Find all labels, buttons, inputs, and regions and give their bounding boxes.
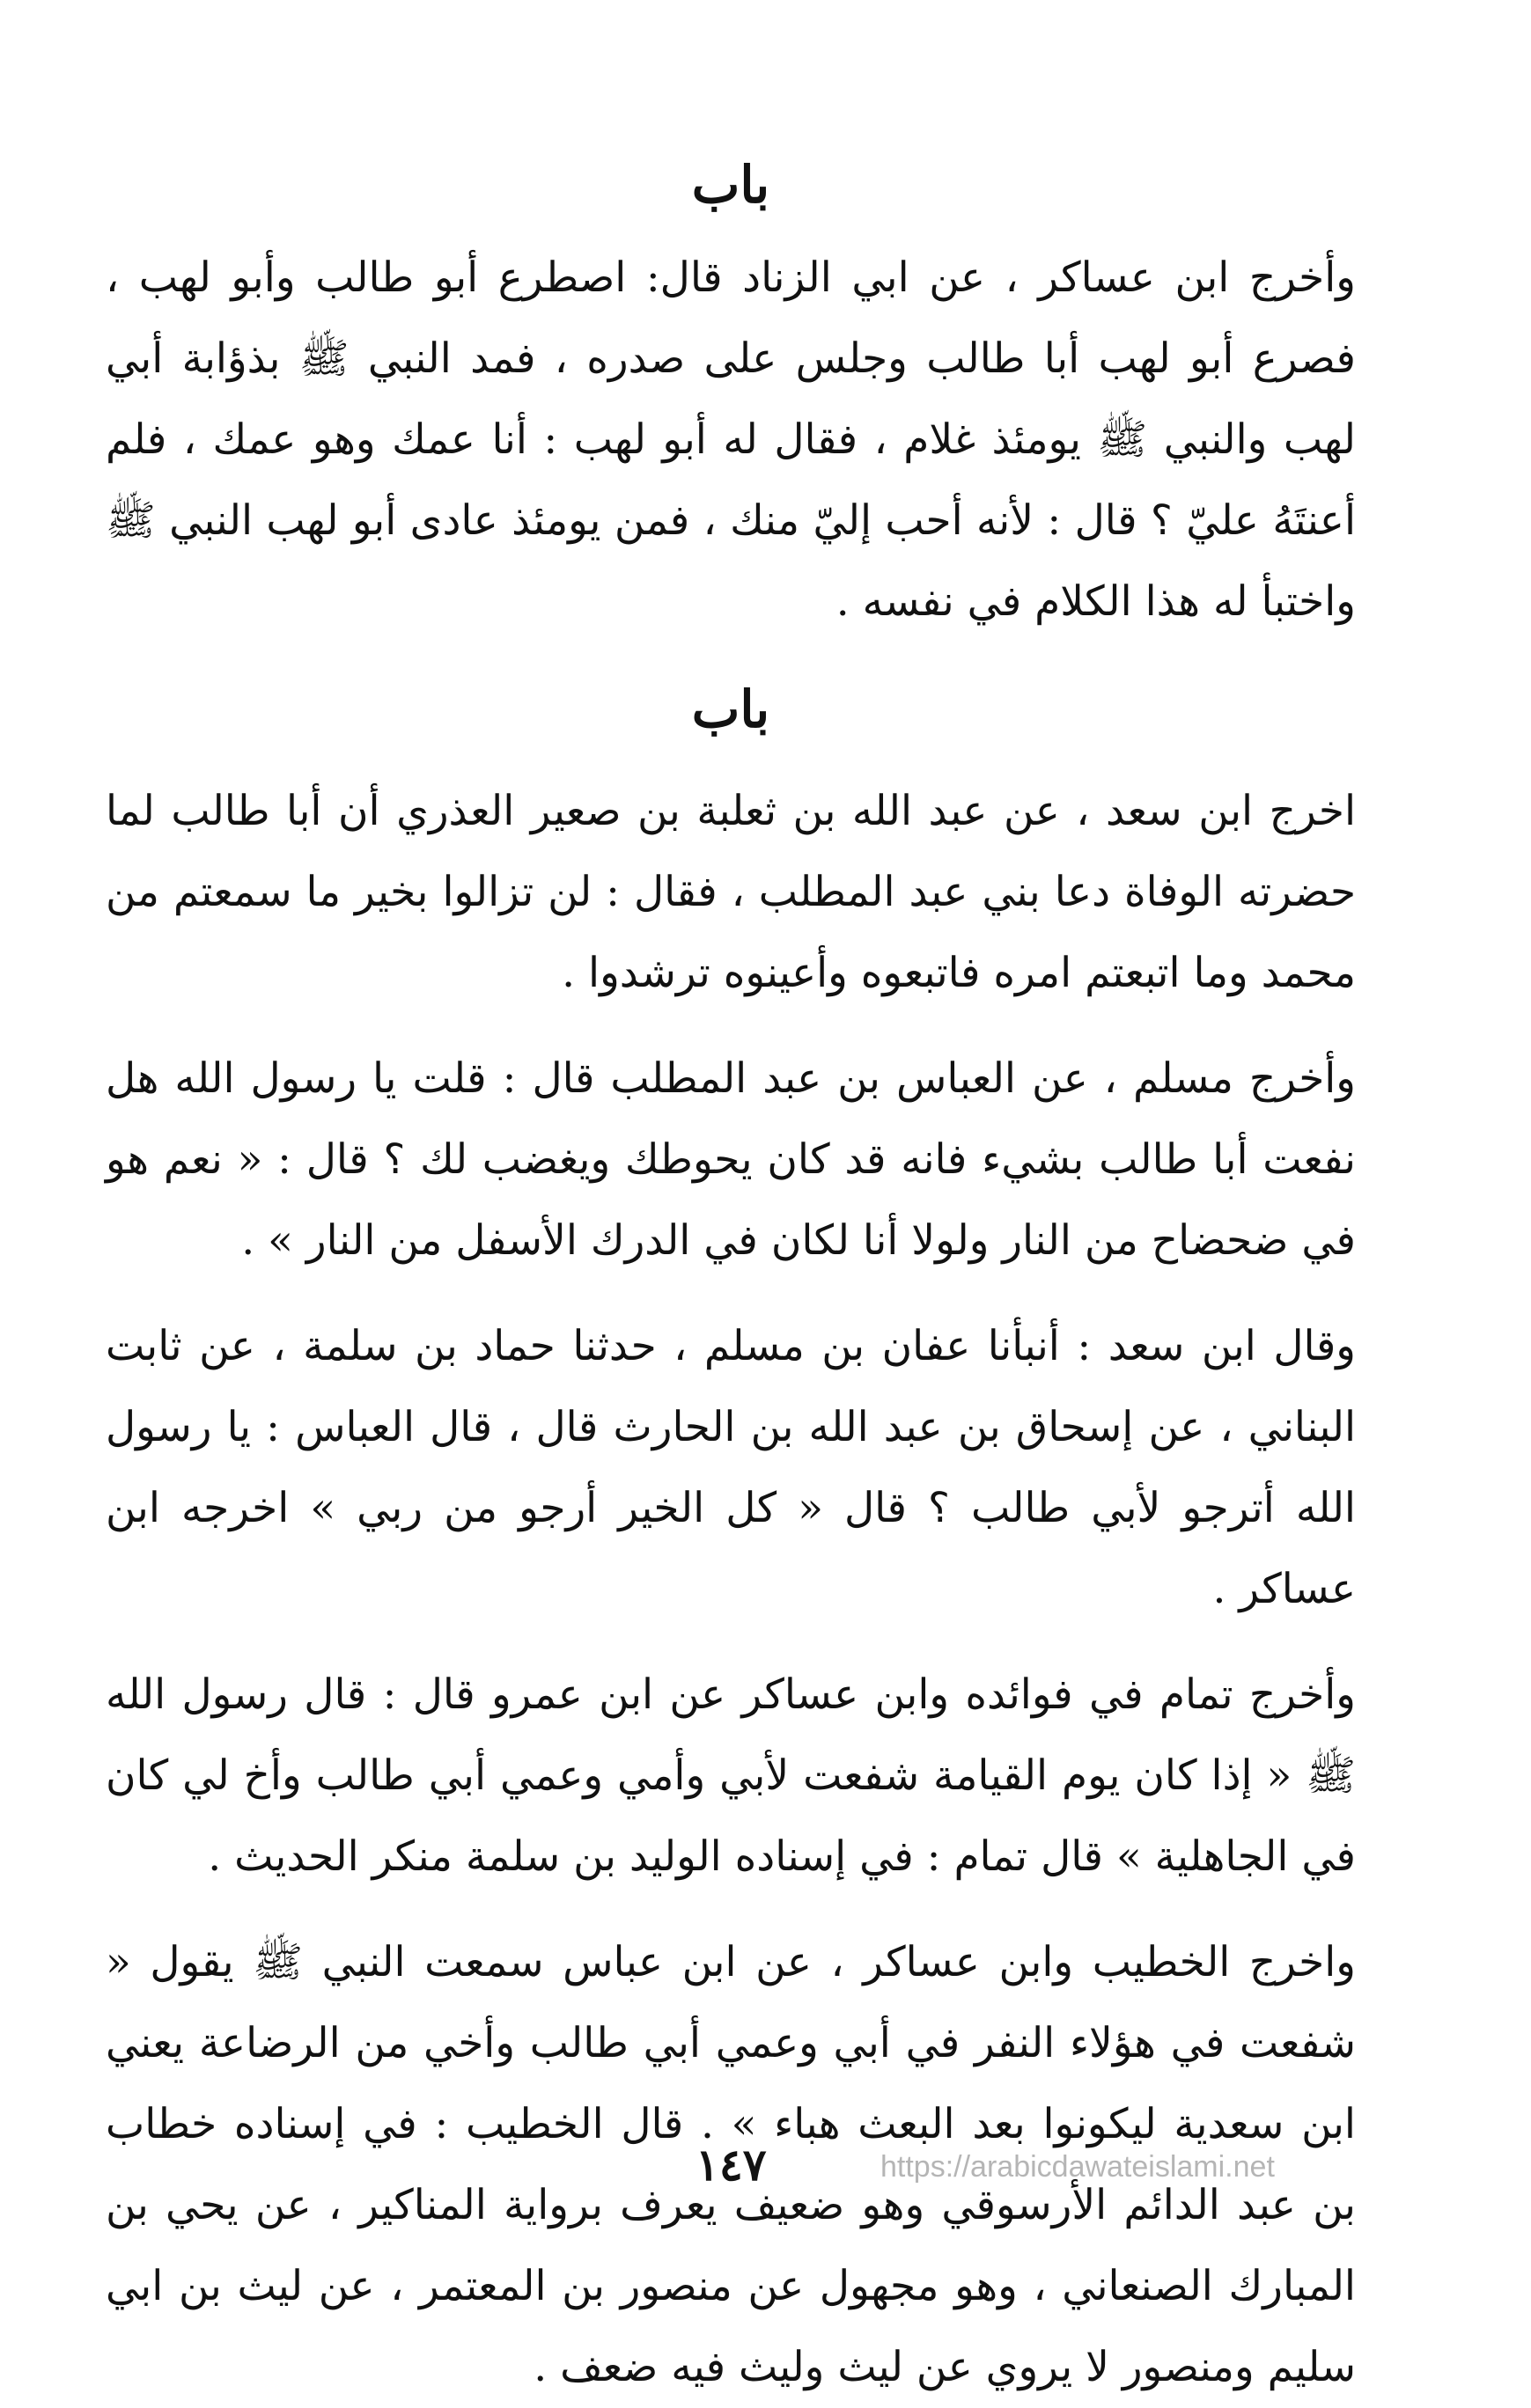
paragraph: وأخرج ابن عساكر ، عن ابي الزناد قال: اصطرع أبو طالب وأبو لهب ، فصرع أبو لهب أبا طالب وجلس على صدره ، فمد النبي ﷺ بذؤابة أبي لهب والنبي ﷺ يومئذ غلام ، فقال له أبو لهب : أنا عمك وهو عمك ، فلم أعنتَهُ عليّ ؟ قال : لأنه أحب إليّ منك ، فمن يومئذ عادى أبو لهب النبي ﷺ واختبأ له هذا الكلام في نفسه .	[106, 253, 1356, 626]
paragraph: واخرج الخطيب وابن عساكر ، عن ابن عباس سمعت النبي ﷺ يقول « شفعت في هؤلاء النفر في أبي وعمي أبي طالب وأخي من الرضاعة يعني ابن سعدية ليكونوا بعد البعث هباء » . قال الخطيب : في إسناده خطاب بن عبد الدائم الأرسوقي وهو ضعيف يعرف برواية المناكير ، عن يحي بن المبارك الصنعاني ، وهو مجهول عن منصور بن المعتمر ، عن ليث بن ابي سليم ومنصور لا يروي عن ليث وليث فيه ضعف .	[106, 1938, 1356, 2391]
paragraph: وأخرج مسلم ، عن العباس بن عبد المطلب قال : قلت يا رسول الله هل نفعت أبا طالب بشيء فانه قد كان يحوطك ويغضب لك ؟ قال : « نعم هو في ضحضاح من النار ولولا أنا لكان في الدرك الأسفل من النار » .	[106, 1054, 1356, 1265]
page-number: ١٤٧	[696, 2139, 767, 2191]
paragraph: وقال ابن سعد : أنبأنا عفان بن مسلم ، حدثنا حماد بن سلمة ، عن ثابت البناني ، عن إسحاق بن عبد الله بن الحارث قال ، قال العباس : يا رسول الله أترجو لأبي طالب ؟ قال « كل الخير أرجو من ربي » اخرجه ابن عساكر .	[106, 1322, 1356, 1613]
page-footer	[0, 2139, 1531, 2191]
watermark-url: https://arabicdawateislami.net	[880, 2150, 1275, 2184]
paragraph: وأخرج تمام في فوائده وابن عساكر عن ابن عمرو قال : قال رسول الله ﷺ « إذا كان يوم القيامة شفعت لأبي وأمي وعمي أبي طالب وأخ لي كان في الجاهلية » قال تمام : في إسناده الوليد بن سلمة منكر الحديث .	[106, 1670, 1356, 1881]
section-heading: باب	[691, 679, 770, 739]
section-heading: باب	[691, 155, 770, 215]
paragraph: اخرج ابن سعد ، عن عبد الله بن ثعلبة بن صعير العذري أن أبا طالب لما حضرته الوفاة دعا بني عبد المطلب ، فقال : لن تزالوا بخير ما سمعتم من محمد وما اتبعتم امره فاتبعوه وأعينوه ترشدوا .	[106, 787, 1356, 997]
page-body	[106, 150, 1356, 2408]
